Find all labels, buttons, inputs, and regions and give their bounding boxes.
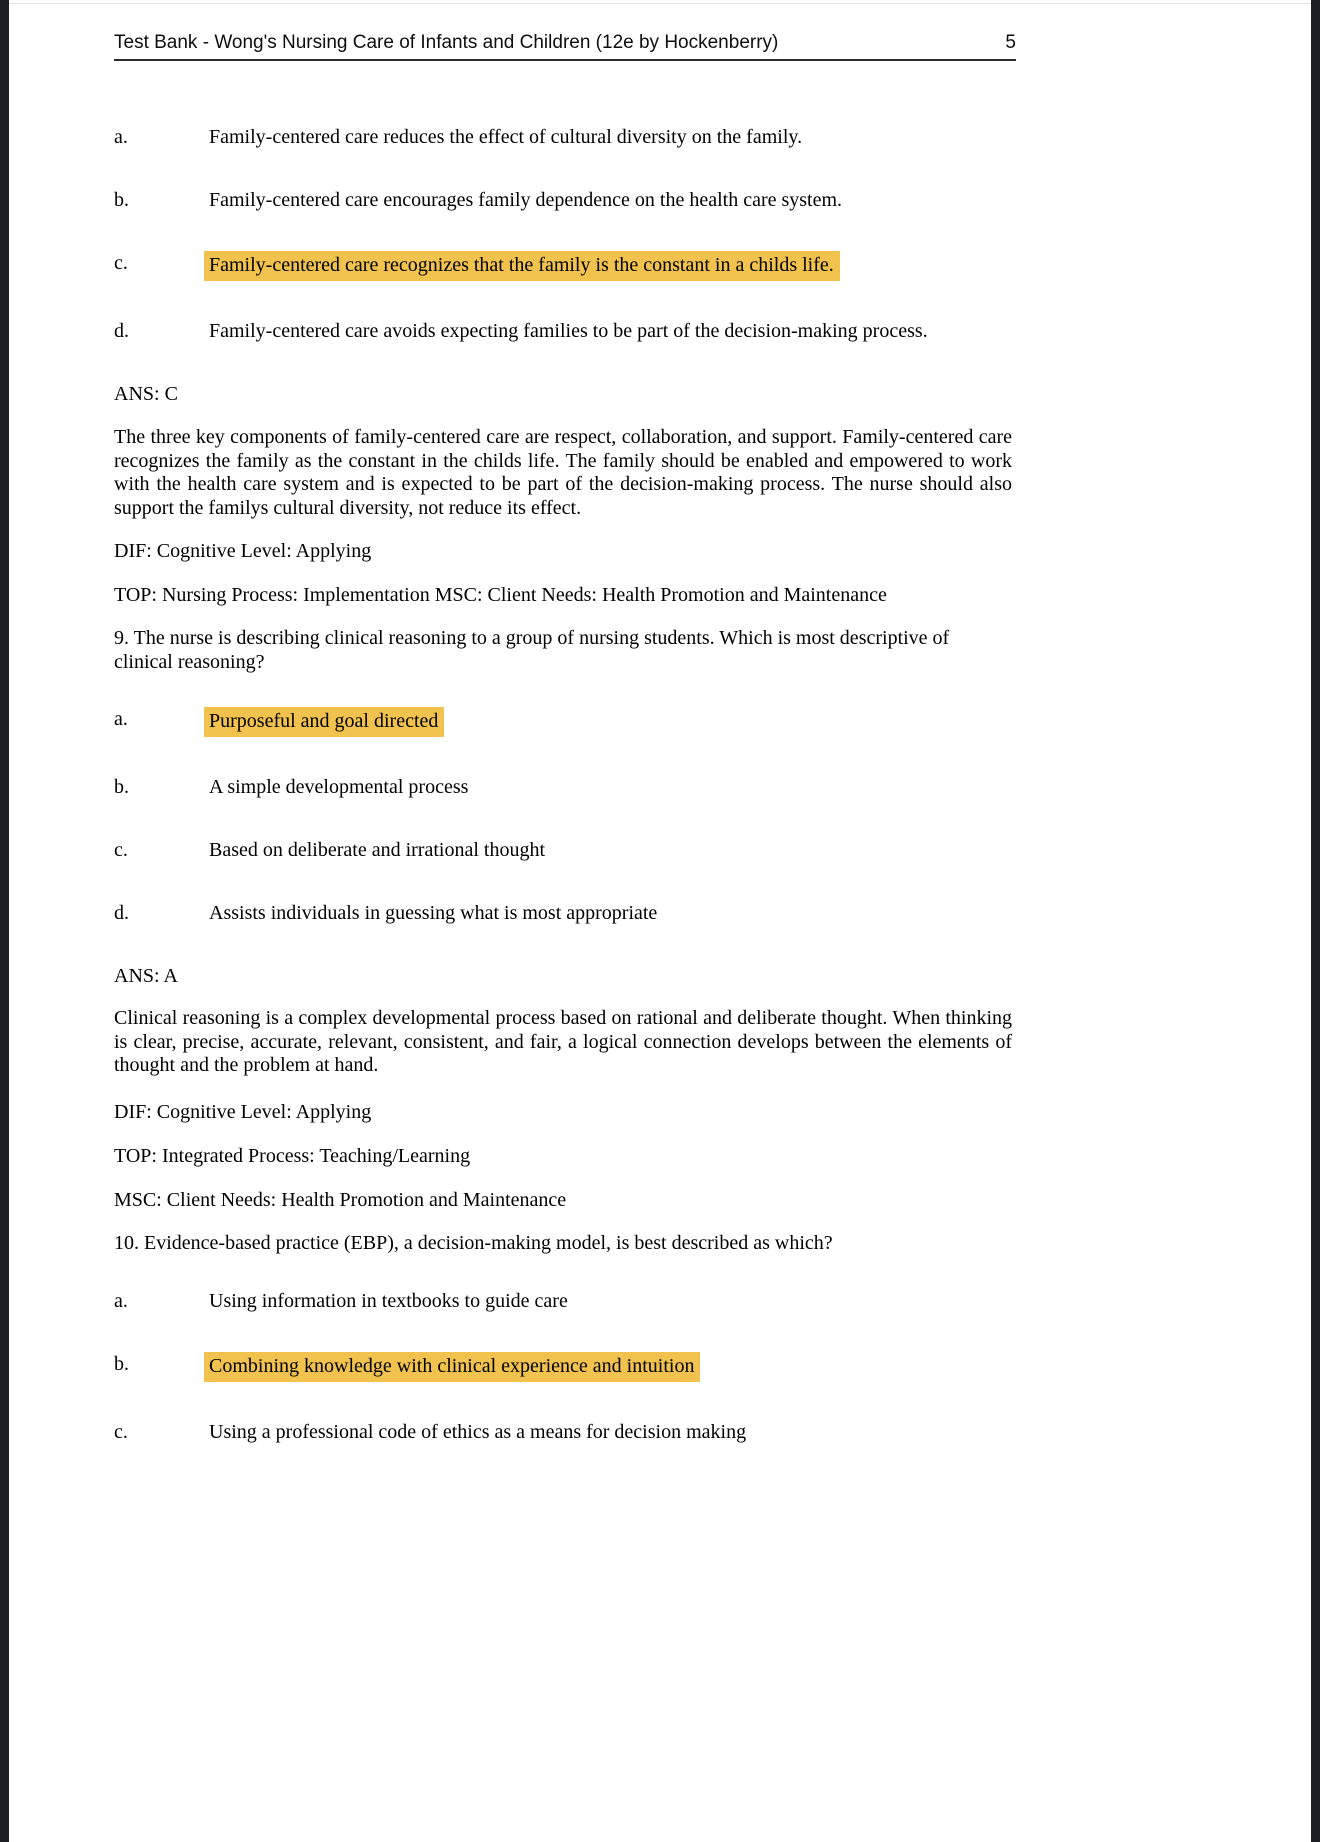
question9-top: TOP: Integrated Process: Teaching/Learning [114, 1144, 471, 1167]
option-row-b [114, 188, 1014, 213]
option-text: Assists individuals in guessing what is most appropriate [209, 902, 658, 924]
option-letter: a. [114, 126, 128, 148]
option-letter: b. [114, 776, 129, 798]
option-text: Using information in textbooks to guide care [209, 1289, 568, 1312]
option-letter: c. [114, 839, 128, 861]
option-text: Based on deliberate and irrational thought [209, 839, 546, 861]
question8-dif: DIF: Cognitive Level: Applying [114, 540, 372, 562]
option-row-b [114, 775, 1014, 800]
option-letter: a. [114, 1289, 128, 1312]
option-row-b [114, 1352, 1014, 1382]
option-text-highlighted: Family-centered care recognizes that the family is the constant in a childs life. [204, 251, 840, 281]
viewer-right-border [1311, 0, 1320, 1842]
question8-answer: ANS: C [114, 383, 178, 405]
option-row-c [114, 251, 1014, 281]
option-row-a [114, 1289, 1014, 1314]
question9-rationale: Clinical reasoning is a complex developmental process based on rational and deliberate thought. When thinking is clear, precise, accurate, relevant, consistent, and fair, a logical connection develops between the elements of thought and the problem at hand. [114, 1007, 1012, 1076]
question8-rationale: The three key components of family-centered care are respect, collaboration, and support. Family-centered care recognizes the family as the constant in the childs life. The family should be enabled and empowered to work with the health care system and is expected to be part of the decision-making process. The nurse should also support the familys cultural diversity, not reduce its effect. [114, 426, 1012, 519]
option-row-c [114, 838, 1014, 863]
question8-options [114, 125, 1320, 344]
option-text-highlighted: Combining knowledge with clinical experience and intuition [204, 1352, 700, 1382]
option-letter: b. [114, 189, 129, 211]
question10-text: 10. Evidence-based practice (EBP), a decision-making model, is best described as which? [114, 1231, 833, 1254]
option-text: Using a professional code of ethics as a means for decision making [209, 1420, 747, 1443]
option-row-c [114, 1420, 1014, 1445]
option-text: Family-centered care reduces the effect of cultural diversity on the family. [209, 126, 803, 148]
question9-answer: ANS: A [114, 965, 178, 987]
question9-text: 9. The nurse is describing clinical reasoning to a group of nursing students. Which is most descriptive of clinical reasoning? [114, 627, 950, 673]
option-row-d [114, 901, 1014, 926]
question8-top-msc: TOP: Nursing Process: Implementation MSC: Client Needs: Health Promotion and Maintenance [114, 584, 887, 606]
question9-options [114, 707, 1320, 926]
option-row-a [114, 125, 1014, 150]
question10-options [114, 1289, 1320, 1445]
viewer-left-border [0, 0, 9, 1842]
option-text: Family-centered care avoids expecting families to be part of the decision-making process. [209, 320, 928, 342]
option-text: Family-centered care encourages family dependence on the health care system. [209, 189, 843, 211]
option-text: A simple developmental process [209, 776, 469, 798]
option-letter: d. [114, 902, 129, 924]
option-letter: c. [114, 252, 128, 274]
option-row-d [114, 319, 1014, 344]
option-text-highlighted: Purposeful and goal directed [204, 707, 444, 737]
document-title: Test Bank - Wong's Nursing Care of Infants and Children (12e by Hockenberry) [114, 32, 779, 53]
option-letter: a. [114, 708, 128, 730]
page-number: 5 [1005, 32, 1016, 53]
question9-msc: MSC: Client Needs: Health Promotion and Maintenance [114, 1188, 567, 1211]
page-header [114, 32, 1016, 61]
option-letter: c. [114, 1420, 128, 1443]
option-row-a [114, 707, 1014, 737]
option-letter: d. [114, 320, 129, 342]
question9-dif: DIF: Cognitive Level: Applying [114, 1100, 372, 1123]
option-letter: b. [114, 1352, 129, 1375]
